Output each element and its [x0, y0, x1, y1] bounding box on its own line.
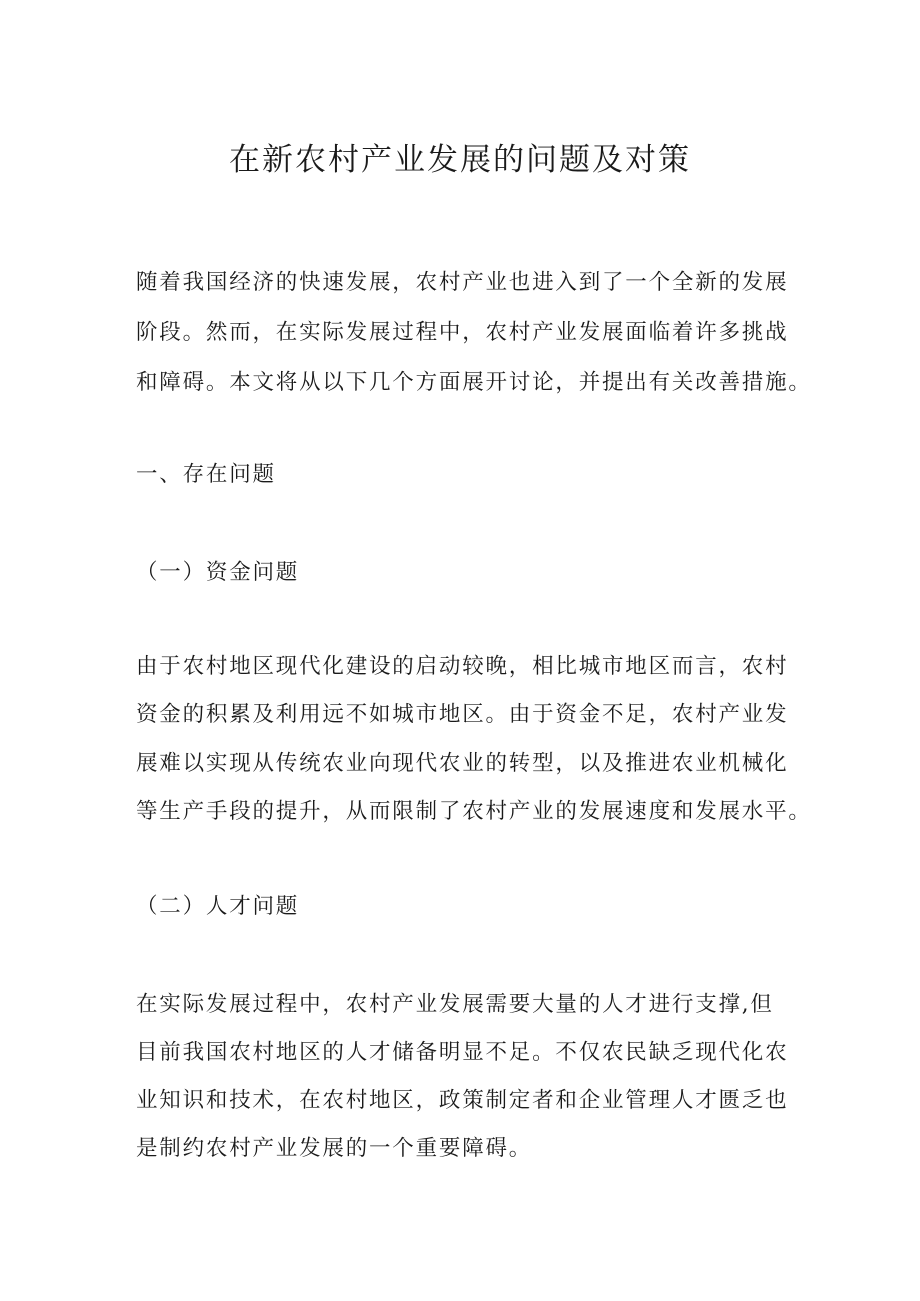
intro-line-3: 和障碍。本文将从以下几个方面展开讨论，并提出有关改善措施。 — [136, 370, 812, 395]
intro-line-2: 阶段。然而，在实际发展过程中，农村产业发展面临着许多挑战 — [136, 320, 789, 345]
funding-line-3: 展难以实现从传统农业向现代农业的转型，以及推进农业机械化 — [136, 751, 789, 776]
talent-line-2: 目前我国农村地区的人才储备明显不足。不仅农民缺乏现代化农 — [136, 1040, 789, 1065]
talent-line-1: 在实际发展过程中，农村产业发展需要大量的人才进行支撑,但 — [136, 992, 774, 1017]
funding-line-2: 资金的积累及利用远不如城市地区。由于资金不足，农村产业发 — [136, 702, 789, 727]
intro-line-1: 随着我国经济的快速发展，农村产业也进入到了一个全新的发展 — [136, 270, 789, 295]
talent-line-4: 是制约农村产业发展的一个重要障碍。 — [136, 1136, 533, 1161]
subsection-heading-funding: （一）资金问题 — [136, 560, 300, 585]
funding-line-1: 由于农村地区现代化建设的启动较晚，相比城市地区而言，农村 — [136, 654, 789, 679]
subsection-heading-talent: （二）人才问题 — [136, 894, 300, 919]
funding-line-4: 等生产手段的提升，从而限制了农村产业的发展速度和发展水平。 — [136, 799, 812, 824]
section-heading-problems: 一、存在问题 — [136, 462, 276, 487]
talent-line-3: 业知识和技术，在农村地区，政策制定者和企业管理人才匮乏也 — [136, 1088, 789, 1113]
document-title: 在新农村产业发展的问题及对策 — [229, 142, 691, 178]
